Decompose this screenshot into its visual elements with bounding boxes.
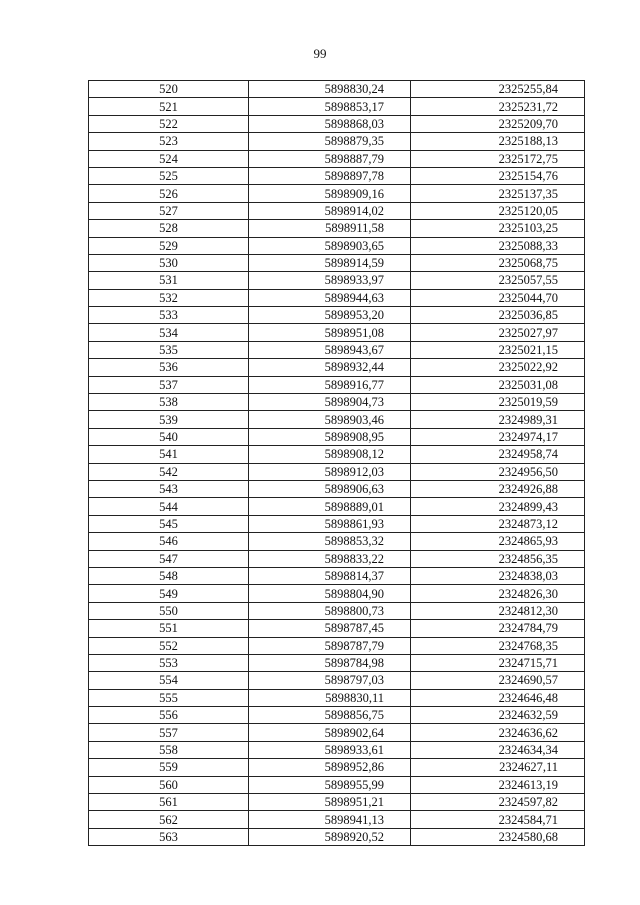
x-coordinate-cell: 5898908,12 bbox=[249, 446, 411, 463]
table-row bbox=[89, 794, 585, 811]
x-coordinate-cell: 5898906,63 bbox=[249, 480, 411, 497]
point-number-cell: 540 bbox=[89, 428, 249, 445]
table-row bbox=[89, 707, 585, 724]
table-row bbox=[89, 828, 585, 845]
point-number-cell: 520 bbox=[89, 81, 249, 98]
y-coordinate-cell: 2324989,31 bbox=[411, 411, 585, 428]
table-row bbox=[89, 237, 585, 254]
x-coordinate-cell: 5898797,03 bbox=[249, 672, 411, 689]
point-number-cell: 523 bbox=[89, 133, 249, 150]
table-row bbox=[89, 515, 585, 532]
table-row bbox=[89, 672, 585, 689]
y-coordinate-cell: 2325044,70 bbox=[411, 289, 585, 306]
point-number-cell: 525 bbox=[89, 167, 249, 184]
point-number-cell: 550 bbox=[89, 602, 249, 619]
x-coordinate-cell: 5898914,02 bbox=[249, 202, 411, 219]
table-row bbox=[89, 289, 585, 306]
point-number-cell: 531 bbox=[89, 272, 249, 289]
point-number-cell: 534 bbox=[89, 324, 249, 341]
point-number-cell: 551 bbox=[89, 620, 249, 637]
y-coordinate-cell: 2325255,84 bbox=[411, 81, 585, 98]
table-row bbox=[89, 185, 585, 202]
x-coordinate-cell: 5898784,98 bbox=[249, 654, 411, 671]
point-number-cell: 554 bbox=[89, 672, 249, 689]
x-coordinate-cell: 5898903,65 bbox=[249, 237, 411, 254]
x-coordinate-cell: 5898943,67 bbox=[249, 341, 411, 358]
x-coordinate-cell: 5898861,93 bbox=[249, 515, 411, 532]
x-coordinate-cell: 5898908,95 bbox=[249, 428, 411, 445]
x-coordinate-cell: 5898787,45 bbox=[249, 620, 411, 637]
y-coordinate-cell: 2324632,59 bbox=[411, 707, 585, 724]
point-number-cell: 521 bbox=[89, 98, 249, 115]
y-coordinate-cell: 2325019,59 bbox=[411, 394, 585, 411]
y-coordinate-cell: 2324613,19 bbox=[411, 776, 585, 793]
y-coordinate-cell: 2325021,15 bbox=[411, 341, 585, 358]
point-number-cell: 545 bbox=[89, 515, 249, 532]
y-coordinate-cell: 2325031,08 bbox=[411, 376, 585, 393]
point-number-cell: 563 bbox=[89, 828, 249, 845]
y-coordinate-cell: 2324636,62 bbox=[411, 724, 585, 741]
x-coordinate-cell: 5898920,52 bbox=[249, 828, 411, 845]
point-number-cell: 543 bbox=[89, 480, 249, 497]
table-row bbox=[89, 394, 585, 411]
point-number-cell: 536 bbox=[89, 359, 249, 376]
point-number-cell: 537 bbox=[89, 376, 249, 393]
x-coordinate-cell: 5898856,75 bbox=[249, 707, 411, 724]
y-coordinate-cell: 2324856,35 bbox=[411, 550, 585, 567]
table-row bbox=[89, 115, 585, 132]
table-row bbox=[89, 359, 585, 376]
point-number-cell: 541 bbox=[89, 446, 249, 463]
y-coordinate-cell: 2324899,43 bbox=[411, 498, 585, 515]
x-coordinate-cell: 5898904,73 bbox=[249, 394, 411, 411]
point-number-cell: 522 bbox=[89, 115, 249, 132]
point-number-cell: 524 bbox=[89, 150, 249, 167]
y-coordinate-cell: 2324958,74 bbox=[411, 446, 585, 463]
x-coordinate-cell: 5898830,11 bbox=[249, 689, 411, 706]
point-number-cell: 562 bbox=[89, 811, 249, 828]
x-coordinate-cell: 5898868,03 bbox=[249, 115, 411, 132]
table-row bbox=[89, 637, 585, 654]
x-coordinate-cell: 5898951,21 bbox=[249, 794, 411, 811]
table-row bbox=[89, 741, 585, 758]
coordinates-table-body bbox=[89, 81, 585, 846]
y-coordinate-cell: 2325057,55 bbox=[411, 272, 585, 289]
y-coordinate-cell: 2325036,85 bbox=[411, 307, 585, 324]
table-row bbox=[89, 411, 585, 428]
y-coordinate-cell: 2325188,13 bbox=[411, 133, 585, 150]
table-row bbox=[89, 602, 585, 619]
point-number-cell: 528 bbox=[89, 220, 249, 237]
x-coordinate-cell: 5898933,97 bbox=[249, 272, 411, 289]
point-number-cell: 533 bbox=[89, 307, 249, 324]
table-row bbox=[89, 724, 585, 741]
table-row bbox=[89, 446, 585, 463]
x-coordinate-cell: 5898933,61 bbox=[249, 741, 411, 758]
y-coordinate-cell: 2325068,75 bbox=[411, 254, 585, 271]
table-row bbox=[89, 81, 585, 98]
x-coordinate-cell: 5898944,63 bbox=[249, 289, 411, 306]
y-coordinate-cell: 2324873,12 bbox=[411, 515, 585, 532]
y-coordinate-cell: 2325027,97 bbox=[411, 324, 585, 341]
y-coordinate-cell: 2324926,88 bbox=[411, 480, 585, 497]
point-number-cell: 535 bbox=[89, 341, 249, 358]
y-coordinate-cell: 2324826,30 bbox=[411, 585, 585, 602]
table-row bbox=[89, 133, 585, 150]
x-coordinate-cell: 5898955,99 bbox=[249, 776, 411, 793]
point-number-cell: 544 bbox=[89, 498, 249, 515]
page-number: 99 bbox=[313, 46, 327, 61]
x-coordinate-cell: 5898903,46 bbox=[249, 411, 411, 428]
table-row bbox=[89, 567, 585, 584]
point-number-cell: 552 bbox=[89, 637, 249, 654]
table-row bbox=[89, 272, 585, 289]
x-coordinate-cell: 5898897,78 bbox=[249, 167, 411, 184]
y-coordinate-cell: 2325088,33 bbox=[411, 237, 585, 254]
table-row bbox=[89, 620, 585, 637]
x-coordinate-cell: 5898853,17 bbox=[249, 98, 411, 115]
x-coordinate-cell: 5898879,35 bbox=[249, 133, 411, 150]
x-coordinate-cell: 5898951,08 bbox=[249, 324, 411, 341]
y-coordinate-cell: 2325103,25 bbox=[411, 220, 585, 237]
table-row bbox=[89, 585, 585, 602]
x-coordinate-cell: 5898902,64 bbox=[249, 724, 411, 741]
table-row bbox=[89, 376, 585, 393]
table-row bbox=[89, 480, 585, 497]
table-row bbox=[89, 811, 585, 828]
y-coordinate-cell: 2324812,30 bbox=[411, 602, 585, 619]
table-row bbox=[89, 324, 585, 341]
point-number-cell: 549 bbox=[89, 585, 249, 602]
x-coordinate-cell: 5898804,90 bbox=[249, 585, 411, 602]
table-row bbox=[89, 776, 585, 793]
x-coordinate-cell: 5898914,59 bbox=[249, 254, 411, 271]
y-coordinate-cell: 2324627,11 bbox=[411, 759, 585, 776]
point-number-cell: 548 bbox=[89, 567, 249, 584]
y-coordinate-cell: 2325154,76 bbox=[411, 167, 585, 184]
table-row bbox=[89, 759, 585, 776]
table-row bbox=[89, 498, 585, 515]
y-coordinate-cell: 2324646,48 bbox=[411, 689, 585, 706]
y-coordinate-cell: 2325172,75 bbox=[411, 150, 585, 167]
x-coordinate-cell: 5898787,79 bbox=[249, 637, 411, 654]
y-coordinate-cell: 2325022,92 bbox=[411, 359, 585, 376]
x-coordinate-cell: 5898916,77 bbox=[249, 376, 411, 393]
x-coordinate-cell: 5898911,58 bbox=[249, 220, 411, 237]
y-coordinate-cell: 2324715,71 bbox=[411, 654, 585, 671]
table-row bbox=[89, 654, 585, 671]
point-number-cell: 561 bbox=[89, 794, 249, 811]
table-row bbox=[89, 202, 585, 219]
table-row bbox=[89, 689, 585, 706]
table-row bbox=[89, 254, 585, 271]
y-coordinate-cell: 2324580,68 bbox=[411, 828, 585, 845]
point-number-cell: 555 bbox=[89, 689, 249, 706]
y-coordinate-cell: 2324838,03 bbox=[411, 567, 585, 584]
x-coordinate-cell: 5898853,32 bbox=[249, 533, 411, 550]
point-number-cell: 532 bbox=[89, 289, 249, 306]
y-coordinate-cell: 2325231,72 bbox=[411, 98, 585, 115]
y-coordinate-cell: 2324634,34 bbox=[411, 741, 585, 758]
y-coordinate-cell: 2324690,57 bbox=[411, 672, 585, 689]
x-coordinate-cell: 5898953,20 bbox=[249, 307, 411, 324]
x-coordinate-cell: 5898932,44 bbox=[249, 359, 411, 376]
y-coordinate-cell: 2325209,70 bbox=[411, 115, 585, 132]
point-number-cell: 538 bbox=[89, 394, 249, 411]
point-number-cell: 539 bbox=[89, 411, 249, 428]
point-number-cell: 553 bbox=[89, 654, 249, 671]
x-coordinate-cell: 5898912,03 bbox=[249, 463, 411, 480]
point-number-cell: 560 bbox=[89, 776, 249, 793]
x-coordinate-cell: 5898830,24 bbox=[249, 81, 411, 98]
x-coordinate-cell: 5898941,13 bbox=[249, 811, 411, 828]
point-number-cell: 526 bbox=[89, 185, 249, 202]
table-row bbox=[89, 167, 585, 184]
x-coordinate-cell: 5898952,86 bbox=[249, 759, 411, 776]
coordinates-table bbox=[88, 80, 585, 846]
point-number-cell: 527 bbox=[89, 202, 249, 219]
point-number-cell: 558 bbox=[89, 741, 249, 758]
point-number-cell: 559 bbox=[89, 759, 249, 776]
y-coordinate-cell: 2324974,17 bbox=[411, 428, 585, 445]
table-row bbox=[89, 307, 585, 324]
table-row bbox=[89, 428, 585, 445]
table-row bbox=[89, 98, 585, 115]
table-row bbox=[89, 533, 585, 550]
y-coordinate-cell: 2324768,35 bbox=[411, 637, 585, 654]
table-row bbox=[89, 463, 585, 480]
y-coordinate-cell: 2325137,35 bbox=[411, 185, 585, 202]
table-row bbox=[89, 220, 585, 237]
y-coordinate-cell: 2324784,79 bbox=[411, 620, 585, 637]
x-coordinate-cell: 5898814,37 bbox=[249, 567, 411, 584]
x-coordinate-cell: 5898889,01 bbox=[249, 498, 411, 515]
table-row bbox=[89, 341, 585, 358]
x-coordinate-cell: 5898833,22 bbox=[249, 550, 411, 567]
x-coordinate-cell: 5898800,73 bbox=[249, 602, 411, 619]
point-number-cell: 542 bbox=[89, 463, 249, 480]
point-number-cell: 557 bbox=[89, 724, 249, 741]
y-coordinate-cell: 2325120,05 bbox=[411, 202, 585, 219]
point-number-cell: 547 bbox=[89, 550, 249, 567]
point-number-cell: 529 bbox=[89, 237, 249, 254]
y-coordinate-cell: 2324584,71 bbox=[411, 811, 585, 828]
y-coordinate-cell: 2324597,82 bbox=[411, 794, 585, 811]
x-coordinate-cell: 5898887,79 bbox=[249, 150, 411, 167]
point-number-cell: 556 bbox=[89, 707, 249, 724]
y-coordinate-cell: 2324865,93 bbox=[411, 533, 585, 550]
table-row bbox=[89, 550, 585, 567]
point-number-cell: 546 bbox=[89, 533, 249, 550]
y-coordinate-cell: 2324956,50 bbox=[411, 463, 585, 480]
point-number-cell: 530 bbox=[89, 254, 249, 271]
table-row bbox=[89, 150, 585, 167]
x-coordinate-cell: 5898909,16 bbox=[249, 185, 411, 202]
